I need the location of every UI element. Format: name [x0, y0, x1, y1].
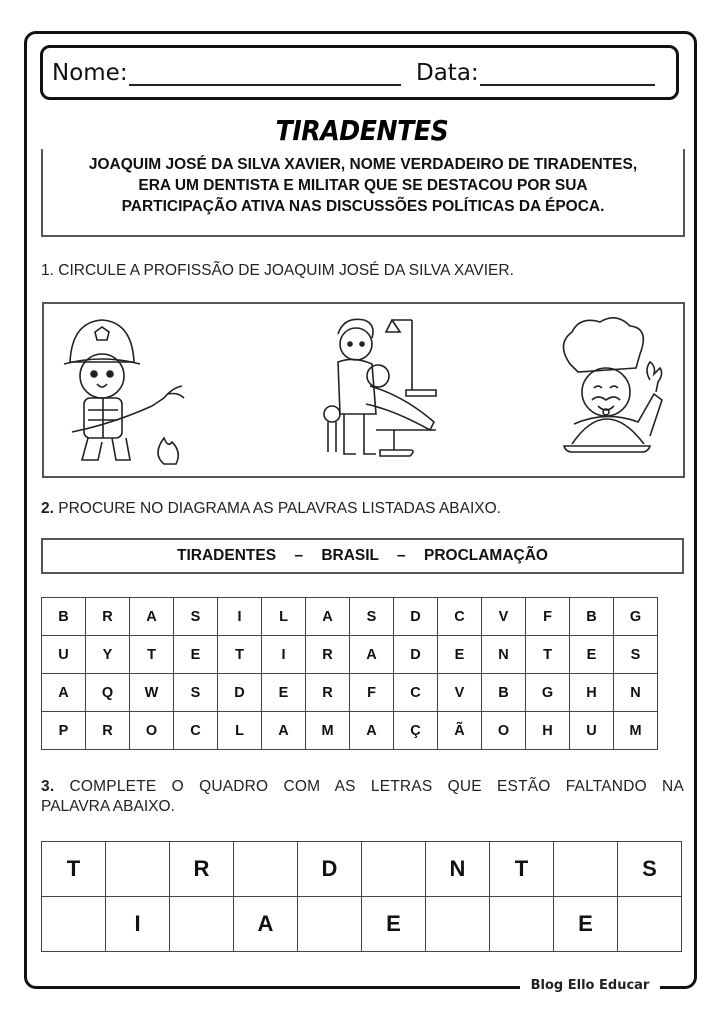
fill-letter-cell[interactable]	[490, 897, 554, 952]
fill-letter-cell[interactable]	[426, 897, 490, 952]
grid-letter-cell[interactable]: Ã	[438, 712, 482, 750]
grid-letter-cell[interactable]: S	[174, 674, 218, 712]
fill-letter-cell: T	[42, 842, 106, 897]
grid-letter-cell[interactable]: T	[218, 636, 262, 674]
grid-letter-cell[interactable]: C	[174, 712, 218, 750]
question-3	[41, 778, 684, 796]
fill-letter-cell: R	[170, 842, 234, 897]
firefighter-icon[interactable]	[52, 314, 202, 469]
grid-letter-cell[interactable]: U	[42, 636, 86, 674]
fill-letter-cell: E	[554, 897, 618, 952]
grid-row	[42, 674, 658, 712]
grid-letter-cell[interactable]: V	[438, 674, 482, 712]
dentist-icon[interactable]	[314, 314, 464, 469]
fill-letter-cell[interactable]	[42, 897, 106, 952]
grid-letter-cell[interactable]: L	[218, 712, 262, 750]
name-field[interactable]	[129, 84, 401, 86]
grid-letter-cell[interactable]: S	[350, 598, 394, 636]
grid-letter-cell[interactable]: R	[86, 598, 130, 636]
fill-letter-cell: I	[106, 897, 170, 952]
fill-letter-cell: D	[298, 842, 362, 897]
grid-letter-cell[interactable]: T	[526, 636, 570, 674]
question-text: COMPLETE O QUADRO COM AS LETRAS QUE ESTÃO FALTANDO NA	[54, 778, 684, 795]
grid-row	[42, 636, 658, 674]
grid-letter-cell[interactable]: N	[482, 636, 526, 674]
grid-letter-cell[interactable]: S	[174, 598, 218, 636]
grid-letter-cell[interactable]: N	[614, 674, 658, 712]
fill-letter-cell[interactable]	[554, 842, 618, 897]
grid-letter-cell[interactable]: O	[130, 712, 174, 750]
grid-letter-cell[interactable]: G	[526, 674, 570, 712]
fill-letter-cell[interactable]	[234, 842, 298, 897]
grid-letter-cell[interactable]: U	[570, 712, 614, 750]
word-item: BRASIL	[321, 547, 379, 564]
grid-letter-cell[interactable]: E	[174, 636, 218, 674]
grid-letter-cell[interactable]: W	[130, 674, 174, 712]
question-number: 2.	[41, 500, 54, 517]
grid-letter-cell[interactable]: C	[438, 598, 482, 636]
intro-line: ERA UM DENTISTA E MILITAR QUE SE DESTACOU POR SUA	[138, 177, 588, 194]
grid-letter-cell[interactable]: Q	[86, 674, 130, 712]
grid-letter-cell[interactable]: L	[262, 598, 306, 636]
word-list-box	[41, 538, 684, 574]
grid-letter-cell[interactable]: H	[570, 674, 614, 712]
word-item: PROCLAMAÇÃO	[423, 547, 548, 564]
fill-row	[42, 842, 682, 897]
fill-letter-cell: N	[426, 842, 490, 897]
grid-letter-cell[interactable]: E	[570, 636, 614, 674]
grid-letter-cell[interactable]: G	[614, 598, 658, 636]
grid-letter-cell[interactable]: F	[526, 598, 570, 636]
intro-line: PARTICIPAÇÃO ATIVA NAS DISCUSSÕES POLÍTICAS DA ÉPOCA.	[121, 198, 605, 215]
grid-letter-cell[interactable]: S	[614, 636, 658, 674]
grid-row	[42, 712, 658, 750]
grid-letter-cell[interactable]: B	[482, 674, 526, 712]
question-number: 1.	[41, 262, 54, 279]
grid-letter-cell[interactable]: D	[218, 674, 262, 712]
grid-letter-cell[interactable]: A	[130, 598, 174, 636]
question-2	[41, 500, 501, 518]
grid-letter-cell[interactable]: R	[306, 636, 350, 674]
chef-icon[interactable]	[554, 314, 679, 469]
grid-letter-cell[interactable]: I	[262, 636, 306, 674]
question-text: PROCURE NO DIAGRAMA AS PALAVRAS LISTADAS ABAIXO.	[53, 500, 501, 517]
question-1	[41, 262, 514, 280]
date-field[interactable]	[480, 84, 655, 86]
grid-letter-cell[interactable]: A	[350, 712, 394, 750]
grid-letter-cell[interactable]: Ç	[394, 712, 438, 750]
fill-row	[42, 897, 682, 952]
page-title: TIRADENTES	[275, 114, 449, 147]
intro-box	[41, 149, 685, 237]
fill-letter-cell[interactable]	[618, 897, 682, 952]
fill-in-letters-grid	[41, 841, 682, 952]
grid-letter-cell[interactable]: D	[394, 636, 438, 674]
grid-letter-cell[interactable]: Y	[86, 636, 130, 674]
grid-letter-cell[interactable]: M	[306, 712, 350, 750]
intro-line: JOAQUIM JOSÉ DA SILVA XAVIER, NOME VERDADEIRO DE TIRADENTES,	[88, 156, 638, 173]
grid-letter-cell[interactable]: T	[130, 636, 174, 674]
fill-letter-cell: E	[362, 897, 426, 952]
name-label: Nome:	[52, 60, 128, 86]
question-number: 3.	[41, 778, 55, 795]
word-search-grid	[41, 597, 658, 750]
grid-letter-cell[interactable]: V	[482, 598, 526, 636]
grid-letter-cell[interactable]: B	[570, 598, 614, 636]
word-item: TIRADENTES	[177, 547, 277, 564]
fill-letter-cell[interactable]	[362, 842, 426, 897]
grid-letter-cell[interactable]: E	[262, 674, 306, 712]
grid-letter-cell[interactable]: C	[394, 674, 438, 712]
fill-letter-cell: A	[234, 897, 298, 952]
grid-letter-cell[interactable]: P	[42, 712, 86, 750]
grid-letter-cell[interactable]: A	[262, 712, 306, 750]
grid-letter-cell[interactable]: O	[482, 712, 526, 750]
question-text: CIRCULE A PROFISSÃO DE JOAQUIM JOSÉ DA SILVA XAVIER.	[53, 262, 514, 279]
grid-letter-cell[interactable]: F	[350, 674, 394, 712]
grid-letter-cell[interactable]: I	[218, 598, 262, 636]
fill-letter-cell[interactable]	[298, 897, 362, 952]
grid-letter-cell[interactable]: R	[306, 674, 350, 712]
question-3-line-2: PALAVRA ABAIXO.	[41, 798, 175, 815]
fill-letter-cell: S	[618, 842, 682, 897]
word-separator: –	[294, 547, 303, 564]
footer-credit: Blog Ello Educar	[530, 978, 650, 993]
word-separator: –	[397, 547, 406, 564]
grid-letter-cell[interactable]: B	[42, 598, 86, 636]
grid-letter-cell[interactable]: A	[350, 636, 394, 674]
grid-letter-cell[interactable]: A	[42, 674, 86, 712]
fill-letter-cell[interactable]	[170, 897, 234, 952]
grid-letter-cell[interactable]: H	[526, 712, 570, 750]
fill-letter-cell: T	[490, 842, 554, 897]
grid-row	[42, 598, 658, 636]
date-label: Data:	[416, 60, 479, 86]
grid-letter-cell[interactable]: A	[306, 598, 350, 636]
grid-letter-cell[interactable]: E	[438, 636, 482, 674]
grid-letter-cell[interactable]: M	[614, 712, 658, 750]
name-date-box	[40, 45, 679, 100]
grid-letter-cell[interactable]: D	[394, 598, 438, 636]
fill-letter-cell[interactable]	[106, 842, 170, 897]
grid-letter-cell[interactable]: R	[86, 712, 130, 750]
profession-images-box	[42, 302, 685, 478]
